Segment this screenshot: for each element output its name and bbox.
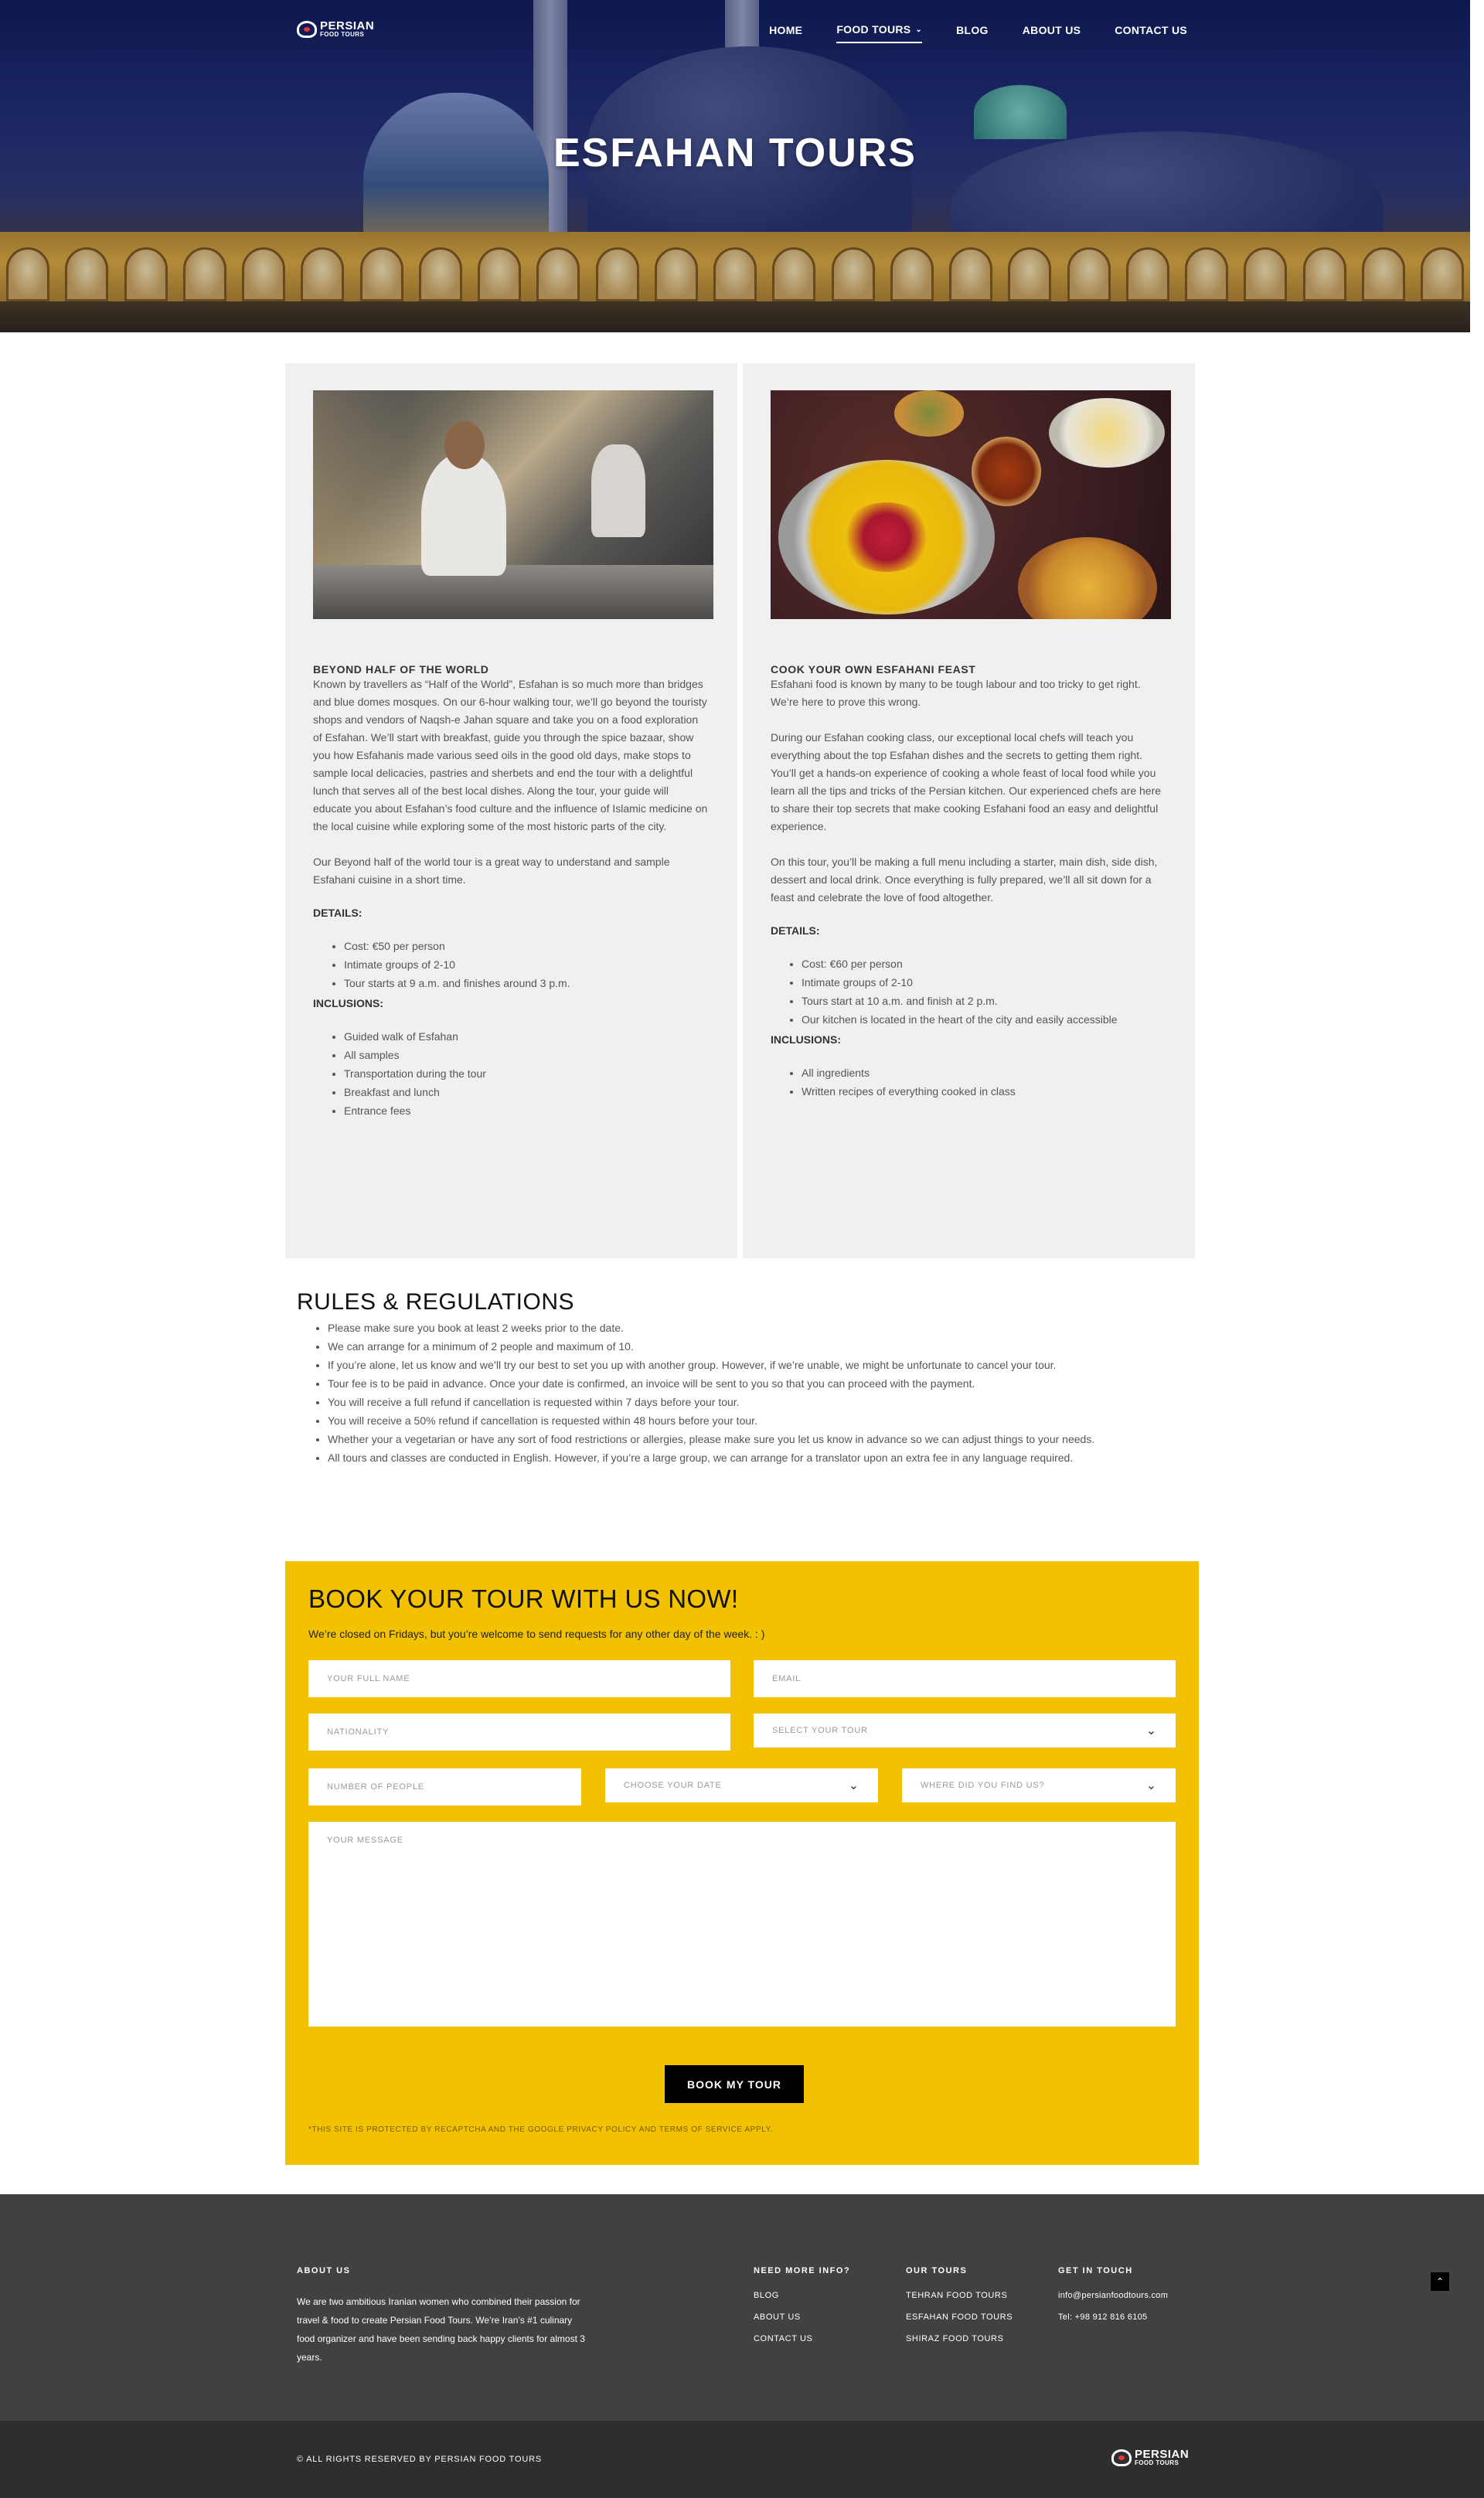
footer-phone: Tel: +98 912 816 6105 (1058, 2313, 1148, 2322)
list-item: • Transportation during the tour (344, 1064, 710, 1083)
list-item: • Our kitchen is located in the heart of the city and easily accessible (802, 1010, 1167, 1029)
tour-description: On this tour, you’ll be making a full menu including a starter, main dish, side dish, dessert and local drink. Once everything is fully prepared, we’ll all sit down for a feast and celebrate the love of food altogether. (771, 856, 1158, 904)
tour-card-cooking-class (743, 363, 1195, 1258)
rule-item: • Tour fee is to be paid in advance. Once your date is confirmed, an invoice will be sent to you so that you can proceed with the payment. (328, 1374, 1186, 1393)
footer-link-shiraz[interactable]: SHIRAZ FOOD TOURS (906, 2334, 1004, 2343)
logo-text-line1: PERSIAN (320, 19, 375, 32)
chevron-down-icon: ⌄ (848, 1779, 859, 1792)
details-list (802, 955, 1167, 1029)
people-placeholder: NUMBER OF PEOPLE (327, 1782, 424, 1792)
inclusions-list (344, 1027, 710, 1120)
rules-list (328, 1319, 1186, 1467)
footer-link-blog[interactable]: BLOG (754, 2291, 779, 2300)
list-item: • Cost: €60 per person (802, 955, 1167, 973)
nav-food-tours-label: FOOD TOURS (836, 23, 911, 36)
booking-form (285, 1561, 1199, 2165)
footer-link-about-us[interactable]: ABOUT US (754, 2313, 801, 2322)
logo-text-line2: FOOD TOURS (320, 31, 365, 38)
scroll-to-top-button[interactable] (1431, 2272, 1449, 2291)
page-title: ESFAHAN TOURS (553, 131, 917, 175)
food-photo (771, 390, 1171, 619)
tour-title: BEYOND HALF OF THE WORLD (313, 663, 489, 676)
footer-link-tehran[interactable]: TEHRAN FOOD TOURS (906, 2291, 1008, 2300)
nationality-placeholder: NATIONALITY (327, 1727, 390, 1737)
details-label: DETAILS: (313, 907, 362, 919)
logo-icon (297, 21, 317, 38)
footer-link-esfahan[interactable]: ESFAHAN FOOD TOURS (906, 2313, 1013, 2322)
email-input[interactable] (754, 1660, 1176, 1697)
rules-title: RULES & REGULATIONS (297, 1289, 575, 1315)
tour-title: COOK YOUR OWN ESFAHANI FEAST (771, 663, 976, 676)
rules-section (297, 1289, 1186, 1467)
list-item: • Intimate groups of 2-10 (802, 973, 1167, 992)
source-select-placeholder: WHERE DID YOU FIND US? (921, 1781, 1045, 1790)
logo-icon (1111, 2449, 1132, 2466)
site-logo[interactable] (297, 20, 374, 38)
rule-item: • Please make sure you book at least 2 weeks prior to the date. (328, 1319, 1186, 1337)
chevron-down-icon: ⌄ (1145, 1779, 1157, 1792)
tour-description: Known by travellers as “Half of the World”, Esfahan is so much more than bridges and blue domes mosques. On our 6-hour walking tour, we’ll go beyond the touristy shops and vendors of Naqsh-e Jahan square and take you on a food exploration of Esfahan. We’ll start with breakfast, guide you through the spice bazaar, show you how Esfahanis made various seed oils in the good old days, make stops to sample local delicacies, pastries and sherbets and end the tour with a delightful lunch that serves all of the best local dishes. Along the tour, your guide will educate you about Esfahan’s food culture and the influence of Islamic medicine on the local cuisine while exploring some of the most historic parts of the city. (313, 678, 708, 832)
rule-item: • We can arrange for a minimum of 2 people and maximum of 10. (328, 1337, 1186, 1356)
list-item: • All ingredients (802, 1064, 1167, 1082)
chevron-down-icon: ⌄ (915, 25, 923, 34)
tour-description: Esfahani food is known by many to be tough labour and too tricky to get right. We’re here to prove this wrong. (771, 678, 1141, 708)
list-item: • Breakfast and lunch (344, 1083, 710, 1101)
list-item: • Guided walk of Esfahan (344, 1027, 710, 1046)
message-textarea[interactable] (308, 1822, 1176, 2027)
source-select[interactable] (902, 1768, 1176, 1802)
inclusions-list (802, 1064, 1167, 1101)
people-input[interactable] (308, 1768, 581, 1805)
kitchen-photo (313, 390, 713, 619)
nav-about-us[interactable]: ABOUT US (1022, 24, 1081, 36)
nav-home[interactable]: HOME (769, 24, 803, 36)
nav-blog[interactable]: BLOG (956, 24, 989, 36)
tour-description: During our Esfahan cooking class, our exceptional local chefs will teach you everything about the top Esfahan dishes and the secrets to getting them right. You’ll get a hands-on experience of cooking a whole feast of local food while you learn all the tips and tricks of the Persian kitchen. Our experienced chefs are here to share their top secrets that make cooking Esfahani food an easy and delightful experience. (771, 731, 1162, 832)
footer-about-text: We are two ambitious Iranian women who combined their passion for travel & food to create Persian Food Tours. We’re Iran’s #1 culinary food organizer and have been sending back happy clients for almost 3 years. (297, 2296, 585, 2363)
nationality-input[interactable] (308, 1714, 730, 1751)
logo-text-line2: FOOD TOURS (1135, 2459, 1179, 2466)
rule-item: • Whether your a vegetarian or have any sort of food restrictions or allergies, please make sure you let us know in advance so we can adjust things to your needs. (328, 1430, 1186, 1448)
list-item: • Tour starts at 9 a.m. and finishes around 3 p.m. (344, 974, 710, 992)
footer-logo[interactable] (1111, 2449, 1189, 2466)
main-nav (769, 23, 1187, 43)
message-placeholder: YOUR MESSAGE (327, 1836, 403, 1845)
list-item: • Tours start at 10 a.m. and finish at 2 p.m. (802, 992, 1167, 1010)
footer-info-title: NEED MORE INFO? (754, 2266, 851, 2275)
tour-select-placeholder: SELECT YOUR TOUR (772, 1726, 868, 1735)
rule-item: • All tours and classes are conducted in English. However, if you’re a large group, we can arrange for a translator upon an extra fee in any language required. (328, 1448, 1186, 1467)
inclusions-label: INCLUSIONS: (771, 1033, 841, 1046)
booking-title: BOOK YOUR TOUR WITH US NOW! (308, 1584, 739, 1613)
list-item: • Intimate groups of 2-10 (344, 955, 710, 974)
inclusions-label: INCLUSIONS: (313, 997, 383, 1009)
full-name-placeholder: YOUR FULL NAME (327, 1674, 410, 1683)
details-list (344, 937, 710, 992)
date-select[interactable] (605, 1768, 878, 1802)
list-item: • Entrance fees (344, 1101, 710, 1120)
full-name-input[interactable] (308, 1660, 730, 1697)
nav-food-tours[interactable] (836, 23, 922, 43)
tour-select[interactable] (754, 1714, 1176, 1748)
nav-contact-us[interactable]: CONTACT US (1115, 24, 1187, 36)
rule-item: • If you’re alone, let us know and we’ll try our best to set you up with another group. However, if we’re unable, we might be unfortunate to cancel your tour. (328, 1356, 1186, 1374)
rule-item: • You will receive a full refund if cancellation is requested within 7 days before your tour. (328, 1393, 1186, 1411)
footer-bottom-bar (0, 2421, 1484, 2498)
list-item: • Cost: €50 per person (344, 937, 710, 955)
footer-about-title: ABOUT US (297, 2266, 351, 2275)
footer-tours-title: OUR TOURS (906, 2266, 968, 2275)
footer-email-link[interactable]: info@persianfoodtours.com (1058, 2291, 1169, 2300)
list-item: • All samples (344, 1046, 710, 1064)
book-tour-button[interactable]: BOOK MY TOUR (665, 2065, 804, 2103)
footer-link-contact-us[interactable]: CONTACT US (754, 2334, 813, 2343)
footer-info-links (754, 2285, 813, 2350)
footer-contact-title: GET IN TOUCH (1058, 2266, 1133, 2275)
tour-card-beyond-half (285, 363, 737, 1258)
recaptcha-notice: *THIS SITE IS PROTECTED BY RECAPTCHA AND THE GOOGLE PRIVACY POLICY AND TERMS OF SERVICE APPLY. (308, 2125, 773, 2134)
rule-item: • You will receive a 50% refund if cancellation is requested within 48 hours before your tour. (328, 1411, 1186, 1430)
logo-text-line1: PERSIAN (1135, 2448, 1190, 2461)
list-item: • Written recipes of everything cooked in class (802, 1082, 1167, 1101)
copyright-text: © ALL RIGHTS RESERVED BY PERSIAN FOOD TOURS (297, 2455, 542, 2464)
site-footer (0, 2194, 1484, 2421)
email-placeholder: EMAIL (772, 1674, 802, 1683)
chevron-up-icon: ⌃ (1435, 2276, 1445, 2287)
date-select-placeholder: CHOOSE YOUR DATE (624, 1781, 722, 1790)
chevron-down-icon: ⌄ (1145, 1724, 1157, 1737)
details-label: DETAILS: (771, 924, 820, 937)
footer-contact-info (1058, 2285, 1168, 2328)
booking-subtitle: We’re closed on Fridays, but you’re welcome to send requests for any other day of the week. : ) (308, 1628, 765, 1640)
tour-description: Our Beyond half of the world tour is a great way to understand and sample Esfahani cuisine in a short time. (313, 856, 670, 886)
footer-tours-links (906, 2285, 1013, 2350)
